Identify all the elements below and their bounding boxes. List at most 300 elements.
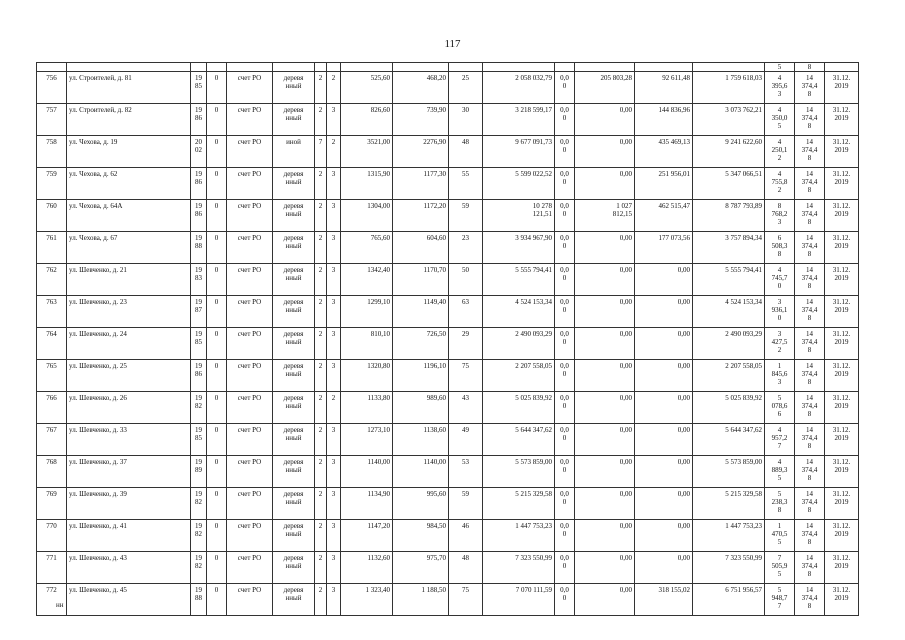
table-cell: ул. Строителей, д. 82 — [67, 104, 191, 136]
table-cell: 0,00 — [575, 520, 635, 552]
table-row — [37, 392, 859, 424]
table-cell: 3 — [327, 232, 341, 264]
table-cell: 984,50 — [393, 520, 449, 552]
table-cell: 55 — [449, 168, 483, 200]
table-cell: 2 — [315, 296, 327, 328]
table-cell: деревя нный — [273, 104, 315, 136]
table-cell: 19 82 — [191, 552, 207, 584]
table-cell: 0 — [207, 488, 227, 520]
table-cell: 31.12. 2019 — [825, 360, 859, 392]
table-cell: 1132,60 — [341, 552, 393, 584]
table-cell: 0,0 0 — [555, 136, 575, 168]
table-cell: 0,00 — [635, 488, 693, 520]
table-cell: 7 505,9 5 — [765, 552, 795, 584]
table-cell: 435 469,13 — [635, 136, 693, 168]
table-cell: 205 803,28 — [575, 72, 635, 104]
table-cell: 3 — [327, 264, 341, 296]
table-cell: счет РО — [227, 328, 273, 360]
table-row — [37, 72, 859, 104]
table-cell: 59 — [449, 488, 483, 520]
table-cell: 3 — [327, 104, 341, 136]
table-cell: 4 250,1 2 — [765, 136, 795, 168]
table-cell: 2 — [327, 136, 341, 168]
table-cell: 4 889,3 5 — [765, 456, 795, 488]
table-cell: 31.12. 2019 — [825, 488, 859, 520]
table-cell: 0,00 — [575, 392, 635, 424]
table-cell: 19 88 — [191, 232, 207, 264]
table-cell: 765,60 — [341, 232, 393, 264]
table-cell: 0 — [207, 584, 227, 616]
table-cell: 19 85 — [191, 72, 207, 104]
table-cell: 75 — [449, 584, 483, 616]
table-cell: 4 957,2 7 — [765, 424, 795, 456]
table-cell: 31.12. 2019 — [825, 104, 859, 136]
cell: 5 — [765, 63, 795, 72]
table-cell: 2 — [315, 520, 327, 552]
table-cell: счет РО — [227, 104, 273, 136]
table-cell: 10 278 121,51 — [483, 200, 555, 232]
table-cell: 761 — [37, 232, 67, 264]
table-cell: 0,00 — [575, 360, 635, 392]
table-cell: 8 787 793,89 — [693, 200, 765, 232]
table-cell: 0,0 0 — [555, 392, 575, 424]
table-cell: 760 — [37, 200, 67, 232]
table-cell: 2 — [315, 168, 327, 200]
table-cell: 31.12. 2019 — [825, 72, 859, 104]
table-cell: 14 374,4 8 — [795, 264, 825, 296]
table-cell: 0,00 — [575, 104, 635, 136]
table-cell: 3521,00 — [341, 136, 393, 168]
table-cell: 5 599 022,52 — [483, 168, 555, 200]
table-cell: счет РО — [227, 552, 273, 584]
table-cell: ул. Шевченко, д. 41 — [67, 520, 191, 552]
table-cell: 30 — [449, 104, 483, 136]
table-cell: 2 — [315, 488, 327, 520]
table-cell: счет РО — [227, 392, 273, 424]
table-cell: 4 745,7 0 — [765, 264, 795, 296]
table-cell: 0,00 — [635, 392, 693, 424]
table-cell: 31.12. 2019 — [825, 392, 859, 424]
table-cell: счет РО — [227, 488, 273, 520]
table-cell: 2 — [315, 200, 327, 232]
table-cell: 757 — [37, 104, 67, 136]
table-cell: 2 — [315, 72, 327, 104]
table-cell: 0,0 0 — [555, 168, 575, 200]
table-cell: 3 218 599,17 — [483, 104, 555, 136]
table-cell: деревя нный — [273, 296, 315, 328]
table-cell: 3 073 762,21 — [693, 104, 765, 136]
table-cell: 7 323 550,99 — [483, 552, 555, 584]
table-cell: 995,60 — [393, 488, 449, 520]
table-cell: 19 89 — [191, 456, 207, 488]
table-cell: 0 — [207, 424, 227, 456]
table-cell: 2 207 558,05 — [483, 360, 555, 392]
table-cell: 0,0 0 — [555, 232, 575, 264]
table-cell: 989,60 — [393, 392, 449, 424]
table-cell: счет РО — [227, 296, 273, 328]
table-cell: 49 — [449, 424, 483, 456]
table-row — [37, 488, 859, 520]
table-cell: 2 — [315, 392, 327, 424]
table-cell: 3 — [327, 328, 341, 360]
table-cell: 0,00 — [635, 360, 693, 392]
table-row — [37, 168, 859, 200]
table-cell: 5 215 329,58 — [693, 488, 765, 520]
table-cell: 0,0 0 — [555, 104, 575, 136]
table-cell: 31.12. 2019 — [825, 552, 859, 584]
table-cell: 5 078,6 6 — [765, 392, 795, 424]
table-cell: 5 573 859,00 — [483, 456, 555, 488]
table-cell: 975,70 — [393, 552, 449, 584]
table-cell: 7 — [315, 136, 327, 168]
table-cell: 31.12. 2019 — [825, 168, 859, 200]
table-cell: счет РО — [227, 520, 273, 552]
table-cell: 0,00 — [575, 552, 635, 584]
table-row — [37, 104, 859, 136]
table-cell: деревя нный — [273, 456, 315, 488]
table-cell: 14 374,4 8 — [795, 72, 825, 104]
table-cell: 1 188,50 — [393, 584, 449, 616]
table-cell: 0 — [207, 392, 227, 424]
table-cell: 2 490 093,29 — [483, 328, 555, 360]
table-row — [37, 232, 859, 264]
table-cell: 0 — [207, 136, 227, 168]
table-cell: 768 — [37, 456, 67, 488]
table-cell: 1140,00 — [341, 456, 393, 488]
table-cell: 0,0 0 — [555, 456, 575, 488]
table-cell: деревя нный — [273, 168, 315, 200]
table-cell: счет РО — [227, 136, 273, 168]
table-cell: 0,00 — [635, 552, 693, 584]
table-cell: 9 677 091,73 — [483, 136, 555, 168]
table-cell: 1 027 812,15 — [575, 200, 635, 232]
table-cell: счет РО — [227, 424, 273, 456]
table-cell: 770 — [37, 520, 67, 552]
table-cell: 0 — [207, 552, 227, 584]
table-cell: 14 374,4 8 — [795, 488, 825, 520]
table-cell: 1138,60 — [393, 424, 449, 456]
table-cell: 3 — [327, 168, 341, 200]
table-cell: деревя нный — [273, 328, 315, 360]
table-cell: 5 644 347,62 — [483, 424, 555, 456]
table-cell: 0,00 — [635, 296, 693, 328]
table-cell: 756 — [37, 72, 67, 104]
table-cell: ул. Шевченко, д. 26 — [67, 392, 191, 424]
table-cell: 0,00 — [635, 264, 693, 296]
table-cell: деревя нный — [273, 360, 315, 392]
table-cell: деревя нный — [273, 392, 315, 424]
table-cell: 1177,30 — [393, 168, 449, 200]
table-cell: 0,0 0 — [555, 552, 575, 584]
table-cell: 48 — [449, 136, 483, 168]
table-cell: 3 936,1 0 — [765, 296, 795, 328]
table-cell: 14 374,4 8 — [795, 296, 825, 328]
table-cell: деревя нный — [273, 200, 315, 232]
table-cell: 19 82 — [191, 392, 207, 424]
table-cell: 5 025 839,92 — [693, 392, 765, 424]
table-cell: 0 — [207, 232, 227, 264]
table-cell: 2 — [315, 360, 327, 392]
table-cell: деревя нный — [273, 584, 315, 616]
table-cell: 5 025 839,92 — [483, 392, 555, 424]
table-cell: 1320,80 — [341, 360, 393, 392]
table-cell: деревя нный — [273, 72, 315, 104]
table-cell: 19 86 — [191, 360, 207, 392]
table-cell: 14 374,4 8 — [795, 584, 825, 616]
table-row — [37, 424, 859, 456]
table-cell: 19 86 — [191, 168, 207, 200]
cell: 8 — [795, 63, 825, 72]
footer-mark: нн — [56, 601, 64, 609]
table-cell: 0,0 0 — [555, 584, 575, 616]
table-cell: 0,00 — [575, 488, 635, 520]
table-cell: 3 — [327, 552, 341, 584]
table-row — [37, 456, 859, 488]
table-cell: 2 — [315, 104, 327, 136]
table-cell: 46 — [449, 520, 483, 552]
table-cell: 525,60 — [341, 72, 393, 104]
table-cell: деревя нный — [273, 520, 315, 552]
table-cell: 462 515,47 — [635, 200, 693, 232]
table-cell: 0,00 — [575, 424, 635, 456]
table-cell: 3 — [327, 424, 341, 456]
table-row — [37, 584, 859, 616]
table-cell: 3 427,5 2 — [765, 328, 795, 360]
table-cell: счет РО — [227, 168, 273, 200]
table-cell: 763 — [37, 296, 67, 328]
table-cell: 75 — [449, 360, 483, 392]
table-cell: 14 374,4 8 — [795, 520, 825, 552]
table-cell: 31.12. 2019 — [825, 584, 859, 616]
table-cell: 1304,00 — [341, 200, 393, 232]
table-cell: 0,0 0 — [555, 72, 575, 104]
table-cell: 769 — [37, 488, 67, 520]
table-cell: 771 — [37, 552, 67, 584]
table-cell: 1 447 753,23 — [693, 520, 765, 552]
table-cell: 604,60 — [393, 232, 449, 264]
table-cell: 767 — [37, 424, 67, 456]
table-cell: 2 — [315, 232, 327, 264]
table-cell: 3 — [327, 584, 341, 616]
table-cell: ул. Шевченко, д. 24 — [67, 328, 191, 360]
table-cell: 0,0 0 — [555, 520, 575, 552]
table-cell: 1 845,6 3 — [765, 360, 795, 392]
table-cell: 1 447 753,23 — [483, 520, 555, 552]
table-cell: 2 — [315, 424, 327, 456]
table-cell: 31.12. 2019 — [825, 264, 859, 296]
table-cell: 2 — [315, 456, 327, 488]
table-cell: 1 323,40 — [341, 584, 393, 616]
table-cell: 59 — [449, 200, 483, 232]
table-cell: 0,00 — [575, 296, 635, 328]
table-cell: 4 524 153,34 — [483, 296, 555, 328]
table-cell: 7 070 111,59 — [483, 584, 555, 616]
table-cell: 14 374,4 8 — [795, 424, 825, 456]
table-cell: 14 374,4 8 — [795, 392, 825, 424]
table-cell: 4 350,0 5 — [765, 104, 795, 136]
table-cell: 23 — [449, 232, 483, 264]
table-cell: деревя нный — [273, 232, 315, 264]
table-cell: 0,00 — [575, 136, 635, 168]
table-cell: 0,00 — [575, 584, 635, 616]
table-cell: 1 759 618,03 — [693, 72, 765, 104]
table-cell: 0 — [207, 456, 227, 488]
table-cell: 0 — [207, 360, 227, 392]
table-cell: 92 611,48 — [635, 72, 693, 104]
table-cell: 19 88 — [191, 584, 207, 616]
table-cell: 4 395,6 3 — [765, 72, 795, 104]
table-cell: 3 — [327, 488, 341, 520]
table-cell: 5 573 859,00 — [693, 456, 765, 488]
table-cell: 2 — [315, 584, 327, 616]
table-cell: 43 — [449, 392, 483, 424]
table-cell: 3 — [327, 456, 341, 488]
table-cell: ул. Шевченко, д. 21 — [67, 264, 191, 296]
table-row — [37, 552, 859, 584]
table-cell: 765 — [37, 360, 67, 392]
table-cell: 1299,10 — [341, 296, 393, 328]
table-cell: деревя нный — [273, 488, 315, 520]
table-cell: 6 751 956,57 — [693, 584, 765, 616]
table-cell: 5 555 794,41 — [483, 264, 555, 296]
table-cell: 14 374,4 8 — [795, 552, 825, 584]
table-cell: 0,0 0 — [555, 424, 575, 456]
table-cell: 1140,00 — [393, 456, 449, 488]
table-cell: 14 374,4 8 — [795, 104, 825, 136]
table-cell: 5 215 329,58 — [483, 488, 555, 520]
table-cell: счет РО — [227, 456, 273, 488]
table-cell: 810,10 — [341, 328, 393, 360]
table-cell: 759 — [37, 168, 67, 200]
table-cell: 5 948,7 7 — [765, 584, 795, 616]
table-cell: 0,0 0 — [555, 328, 575, 360]
table-cell: 0,0 0 — [555, 264, 575, 296]
table-cell: 0 — [207, 104, 227, 136]
table-cell: 2 — [315, 264, 327, 296]
table-cell: счет РО — [227, 264, 273, 296]
table-cell: 20 02 — [191, 136, 207, 168]
table-cell: 144 836,96 — [635, 104, 693, 136]
table-cell: 1315,90 — [341, 168, 393, 200]
table-cell: 19 85 — [191, 424, 207, 456]
table-cell: 6 508,3 8 — [765, 232, 795, 264]
table-cell: 0,0 0 — [555, 488, 575, 520]
table-cell: 318 155,02 — [635, 584, 693, 616]
table-cell: 766 — [37, 392, 67, 424]
table-cell: 3 — [327, 520, 341, 552]
table-cell: 0,00 — [635, 456, 693, 488]
table-cell: 14 374,4 8 — [795, 200, 825, 232]
table-cell: счет РО — [227, 72, 273, 104]
table-cell: иной — [273, 136, 315, 168]
table-cell: 2 — [315, 328, 327, 360]
table-cell: 2 — [315, 552, 327, 584]
table-cell: 63 — [449, 296, 483, 328]
table-cell: 0,00 — [575, 168, 635, 200]
table-row — [37, 520, 859, 552]
table-cell: ул. Шевченко, д. 39 — [67, 488, 191, 520]
table-cell: 0,00 — [635, 520, 693, 552]
table-cell: 758 — [37, 136, 67, 168]
table-row — [37, 296, 859, 328]
table-cell: 764 — [37, 328, 67, 360]
table-cell: 4 524 153,34 — [693, 296, 765, 328]
table-cell: 0,0 0 — [555, 200, 575, 232]
table-cell: 31.12. 2019 — [825, 328, 859, 360]
table-cell: ул. Шевченко, д. 37 — [67, 456, 191, 488]
table-cell: 762 — [37, 264, 67, 296]
table-cell: ул. Шевченко, д. 43 — [67, 552, 191, 584]
table-cell: 14 374,4 8 — [795, 456, 825, 488]
table-cell: ул. Чехова, д. 62 — [67, 168, 191, 200]
table-cell: 1273,10 — [341, 424, 393, 456]
table-cell: счет РО — [227, 584, 273, 616]
table-cell: 1172,20 — [393, 200, 449, 232]
table-cell: 31.12. 2019 — [825, 296, 859, 328]
table-cell: 0 — [207, 520, 227, 552]
table-cell: 19 87 — [191, 296, 207, 328]
table-cell: 14 374,4 8 — [795, 136, 825, 168]
table-cell: 0,0 0 — [555, 296, 575, 328]
table-cell: 2 207 558,05 — [693, 360, 765, 392]
table-cell: 1149,40 — [393, 296, 449, 328]
table-cell: счет РО — [227, 360, 273, 392]
table-cell: 1342,40 — [341, 264, 393, 296]
table-cell: 1134,90 — [341, 488, 393, 520]
table-cell: 0 — [207, 296, 227, 328]
table-cell: 2 — [327, 72, 341, 104]
table-row — [37, 136, 859, 168]
table-cell: 31.12. 2019 — [825, 424, 859, 456]
table-cell: деревя нный — [273, 552, 315, 584]
table-cell: счет РО — [227, 232, 273, 264]
table-cell: деревя нный — [273, 264, 315, 296]
table-cell: 50 — [449, 264, 483, 296]
table-cell: ул. Чехова, д. 64А — [67, 200, 191, 232]
table-cell: 3 934 967,90 — [483, 232, 555, 264]
table-cell: 826,60 — [341, 104, 393, 136]
table-cell: 5 347 066,51 — [693, 168, 765, 200]
table-cell: 2 058 032,79 — [483, 72, 555, 104]
table-cell: 3 — [327, 360, 341, 392]
table-cell: 0,0 0 — [555, 360, 575, 392]
table-cell: 5 644 347,62 — [693, 424, 765, 456]
table-cell: 3 — [327, 296, 341, 328]
table-cell: 19 86 — [191, 104, 207, 136]
table-cell: 251 956,01 — [635, 168, 693, 200]
table-cell: 7 323 550,99 — [693, 552, 765, 584]
table-cell: 31.12. 2019 — [825, 200, 859, 232]
table-cell: ул. Строителей, д. 81 — [67, 72, 191, 104]
table-row — [37, 328, 859, 360]
table-cell: 3 — [327, 200, 341, 232]
table-cell: 31.12. 2019 — [825, 520, 859, 552]
table-cell: 1133,80 — [341, 392, 393, 424]
table-cell: 2 — [327, 392, 341, 424]
table-cell: 29 — [449, 328, 483, 360]
table-cell: 19 82 — [191, 520, 207, 552]
table-cell: 0 — [207, 264, 227, 296]
table-cell: 3 757 894,34 — [693, 232, 765, 264]
table-cell: 19 83 — [191, 264, 207, 296]
table-cell: 0,00 — [575, 456, 635, 488]
table-cell: ул. Шевченко, д. 25 — [67, 360, 191, 392]
table-cell: 0,00 — [575, 328, 635, 360]
table-row — [37, 360, 859, 392]
table-cell: 9 241 622,60 — [693, 136, 765, 168]
table-cell: 48 — [449, 552, 483, 584]
table-cell: 14 374,4 8 — [795, 328, 825, 360]
